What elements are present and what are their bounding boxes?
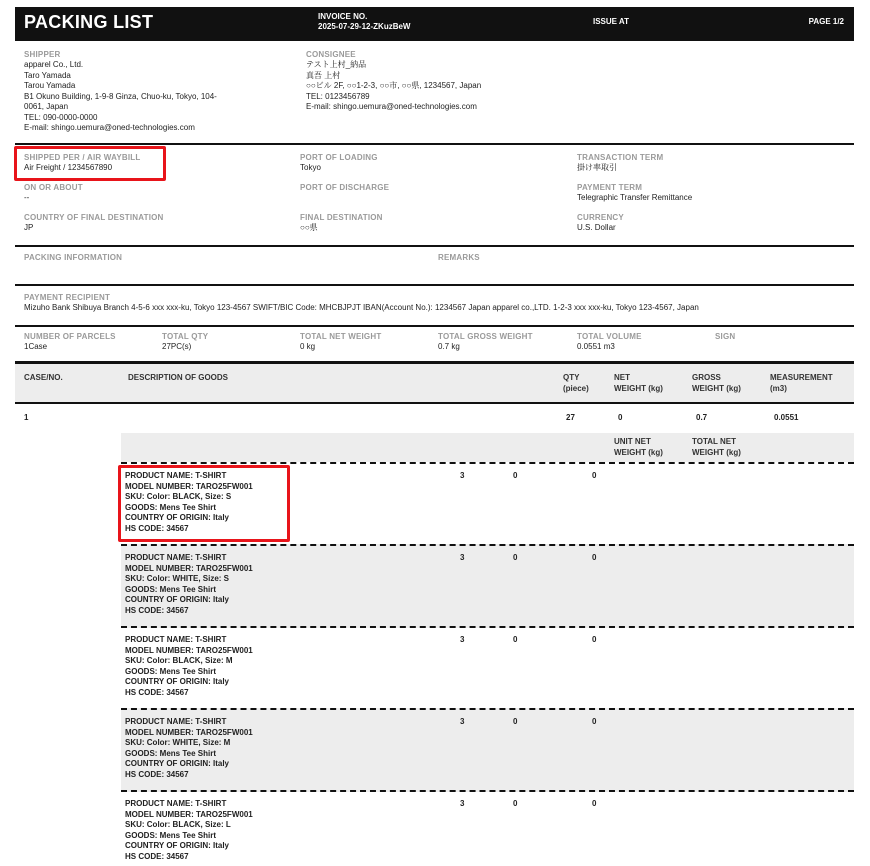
col-gross-line: WEIGHT (kg): [692, 384, 741, 393]
port-discharge-label: PORT OF DISCHARGE: [300, 183, 390, 192]
table-row: [121, 626, 854, 710]
col-net-line: NET: [614, 373, 630, 382]
currency-field: [577, 213, 624, 234]
product-line: GOODS: Mens Tee Shirt: [125, 584, 216, 594]
col-measurement-line: (m3): [770, 384, 787, 393]
product-line: HS CODE: 34567: [125, 687, 189, 697]
final-destination-label: FINAL DESTINATION: [300, 213, 383, 222]
total-qty-field: [162, 332, 208, 353]
port-loading-value: Tokyo: [300, 163, 321, 172]
item-net-weight: 0: [513, 471, 518, 480]
payment-term-field: [577, 183, 692, 204]
divider: [15, 284, 854, 286]
item-gross-weight: 0: [592, 635, 597, 644]
product-line: SKU: Color: BLACK, Size: S: [125, 492, 232, 502]
total-net-value: 0 kg: [300, 342, 316, 351]
product-line: COUNTRY OF ORIGIN: Italy: [125, 595, 230, 605]
currency-label: CURRENCY: [577, 213, 624, 222]
final-destination-field: [300, 213, 383, 234]
product-line: MODEL NUMBER: TARO25FW001: [125, 481, 253, 491]
item-gross-weight: 0: [592, 717, 597, 726]
shipper-label: SHIPPER: [24, 50, 61, 59]
total-net-line: WEIGHT (kg): [692, 448, 741, 457]
product-line: COUNTRY OF ORIGIN: Italy: [125, 759, 230, 769]
product-line: MODEL NUMBER: TARO25FW001: [125, 727, 253, 737]
item-gross-weight: 0: [592, 471, 597, 480]
on-or-about-label: ON OR ABOUT: [24, 183, 83, 192]
item-qty: 3: [460, 553, 465, 562]
unit-net-weight-header: [614, 436, 663, 458]
product-line: SKU: Color: WHITE, Size: M: [125, 738, 231, 748]
product-description: [125, 553, 253, 617]
shipper-line: Taro Yamada: [24, 70, 71, 80]
consignee-line: ○○ビル 2F, ○○1-2-3, ○○市, ○○県, 1234567, Japan: [306, 81, 482, 90]
total-gross-field: [438, 332, 533, 353]
transaction-term-field: [577, 153, 663, 174]
product-line: COUNTRY OF ORIGIN: Italy: [125, 513, 230, 523]
total-volume-field: [577, 332, 642, 353]
shipper-line: apparel Co., Ltd.: [24, 60, 84, 69]
case-measurement: 0.0551: [774, 413, 799, 422]
total-gross-value: 0.7 kg: [438, 342, 460, 351]
total-qty-value: 27PC(s): [162, 342, 192, 351]
invoice-no-value: 2025-07-29-12-ZKuzBeW: [318, 22, 411, 31]
consignee-line: テスト上村_納品: [306, 60, 367, 69]
payment-term-value: Telegraphic Transfer Remittance: [577, 193, 693, 202]
divider: [15, 245, 854, 247]
product-line: HS CODE: 34567: [125, 769, 189, 779]
unit-net-line: WEIGHT (kg): [614, 448, 663, 457]
table-row: [121, 544, 854, 628]
document-title: PACKING LIST: [24, 12, 154, 32]
consignee-line: E-mail: shingo.uemura@oned-technologies.com: [306, 102, 477, 111]
header-bar: [15, 7, 854, 41]
shipper-line: 0061, Japan: [24, 102, 69, 111]
shipped-per-label: SHIPPED PER / AIR WAYBILL: [24, 153, 141, 162]
country-destination-field: [24, 213, 164, 234]
item-qty: 3: [460, 717, 465, 726]
shipper-line: Tarou Yamada: [24, 81, 76, 90]
sub-header: [121, 433, 854, 462]
col-measurement-header: [770, 372, 833, 394]
shipper-block: [24, 50, 304, 134]
product-line: GOODS: Mens Tee Shirt: [125, 666, 216, 676]
case-gross-weight: 0.7: [696, 413, 708, 422]
product-line: COUNTRY OF ORIGIN: Italy: [125, 841, 230, 851]
transaction-term-value: 掛け率取引: [577, 163, 617, 172]
product-line: MODEL NUMBER: TARO25FW001: [125, 809, 253, 819]
product-line: PRODUCT NAME: T-SHIRT: [125, 553, 227, 562]
total-volume-value: 0.0551 m3: [577, 342, 615, 351]
product-line: MODEL NUMBER: TARO25FW001: [125, 563, 253, 573]
product-line: COUNTRY OF ORIGIN: Italy: [125, 677, 230, 687]
col-measurement-line: MEASUREMENT: [770, 373, 833, 382]
table-header-rule: [15, 402, 854, 404]
item-net-weight: 0: [513, 717, 518, 726]
col-qty-line: QTY: [563, 373, 580, 382]
payment-recipient-label: PAYMENT RECIPIENT: [24, 293, 111, 302]
col-qty-line: (piece): [563, 384, 589, 393]
product-description: [125, 799, 253, 863]
col-gross-line: GROSS: [692, 373, 721, 382]
product-line: SKU: Color: WHITE, Size: S: [125, 574, 229, 584]
invoice-no-label: INVOICE NO.: [318, 12, 368, 21]
case-qty: 27: [566, 413, 575, 422]
port-loading-label: PORT OF LOADING: [300, 153, 378, 162]
country-destination-value: JP: [24, 223, 34, 232]
product-line: PRODUCT NAME: T-SHIRT: [125, 717, 227, 726]
consignee-block: [306, 50, 606, 113]
payment-recipient-value: Mizuho Bank Shibuya Branch 4-5-6 xxx xxx-ku, Tokyo 123-4567 SWIFT/BIC Code: MHCBJPJT IBAN(Account No.): 1234567 Japan apparel co.,LTD. 1-2-3 xxx xxx-ku, Tokyo 123-4567, Japan: [24, 303, 699, 312]
consignee-label: CONSIGNEE: [306, 50, 356, 59]
total-net-field: [300, 332, 381, 353]
product-line: PRODUCT NAME: T-SHIRT: [125, 799, 227, 808]
total-volume-label: TOTAL VOLUME: [577, 332, 642, 341]
shipper-line: E-mail: shingo.uemura@oned-technologies.com: [24, 123, 195, 132]
item-gross-weight: 0: [592, 553, 597, 562]
remarks-label: REMARKS: [438, 253, 480, 262]
page-number: PAGE 1/2: [808, 17, 844, 26]
item-gross-weight: 0: [592, 799, 597, 808]
divider: [15, 325, 854, 327]
col-gross-header: [692, 372, 741, 394]
parcels-field: [24, 332, 116, 353]
item-qty: 3: [460, 471, 465, 480]
total-net-label: TOTAL NET WEIGHT: [300, 332, 382, 341]
payment-recipient-field: [24, 293, 852, 314]
col-net-line: WEIGHT (kg): [614, 384, 663, 393]
shipped-per-value: Air Freight / 1234567890: [24, 163, 113, 172]
consignee-line: 真吾 上村: [306, 70, 341, 80]
product-line: SKU: Color: BLACK, Size: M: [125, 656, 233, 666]
country-destination-label: COUNTRY OF FINAL DESTINATION: [24, 213, 164, 222]
unit-net-line: UNIT NET: [614, 437, 651, 446]
item-qty: 3: [460, 799, 465, 808]
total-net-weight-header: [692, 436, 741, 458]
product-line: GOODS: Mens Tee Shirt: [125, 830, 216, 840]
product-line: HS CODE: 34567: [125, 851, 189, 861]
case-net-weight: 0: [618, 413, 623, 422]
total-net-line: TOTAL NET: [692, 437, 736, 446]
product-description: [125, 635, 253, 699]
issue-at-label: ISSUE AT: [593, 17, 630, 26]
consignee-line: TEL: 0123456789: [306, 91, 370, 101]
product-line: HS CODE: 34567: [125, 523, 189, 533]
table-row: [121, 790, 854, 866]
product-line: SKU: Color: BLACK, Size: L: [125, 820, 231, 830]
item-net-weight: 0: [513, 635, 518, 644]
col-net-header: [614, 372, 663, 394]
parcels-label: NUMBER OF PARCELS: [24, 332, 116, 341]
port-loading-field: [300, 153, 378, 174]
item-net-weight: 0: [513, 553, 518, 562]
item-qty: 3: [460, 635, 465, 644]
on-or-about-value: --: [24, 193, 30, 202]
currency-value: U.S. Dollar: [577, 223, 616, 232]
sign-label: SIGN: [715, 332, 736, 341]
col-case-header: CASE/NO.: [24, 373, 63, 382]
product-line: GOODS: Mens Tee Shirt: [125, 502, 216, 512]
shipper-line: B1 Okuno Building, 1-9-8 Ginza, Chuo-ku, Tokyo, 104-: [24, 91, 217, 101]
shipper-line: TEL: 090-0000-0000: [24, 112, 98, 122]
highlight-box: [118, 465, 290, 542]
item-net-weight: 0: [513, 799, 518, 808]
highlight-box: [14, 146, 166, 181]
product-line: PRODUCT NAME: T-SHIRT: [125, 471, 227, 480]
divider: [15, 143, 854, 145]
case-number: 1: [24, 413, 29, 422]
payment-term-label: PAYMENT TERM: [577, 183, 643, 192]
product-line: HS CODE: 34567: [125, 605, 189, 615]
total-gross-label: TOTAL GROSS WEIGHT: [438, 332, 533, 341]
product-description: [125, 717, 253, 781]
packing-information-label: PACKING INFORMATION: [24, 253, 123, 262]
table-row: [121, 708, 854, 792]
product-line: MODEL NUMBER: TARO25FW001: [125, 645, 253, 655]
port-discharge-field: [300, 183, 389, 193]
final-destination-value: ○○県: [300, 223, 318, 232]
col-description-header: DESCRIPTION OF GOODS: [128, 373, 229, 382]
product-line: GOODS: Mens Tee Shirt: [125, 748, 216, 758]
transaction-term-label: TRANSACTION TERM: [577, 153, 664, 162]
col-qty-header: [563, 372, 589, 394]
product-line: PRODUCT NAME: T-SHIRT: [125, 635, 227, 644]
parcels-value: 1Case: [24, 342, 48, 351]
on-or-about-field: [24, 183, 83, 204]
total-qty-label: TOTAL QTY: [162, 332, 209, 341]
